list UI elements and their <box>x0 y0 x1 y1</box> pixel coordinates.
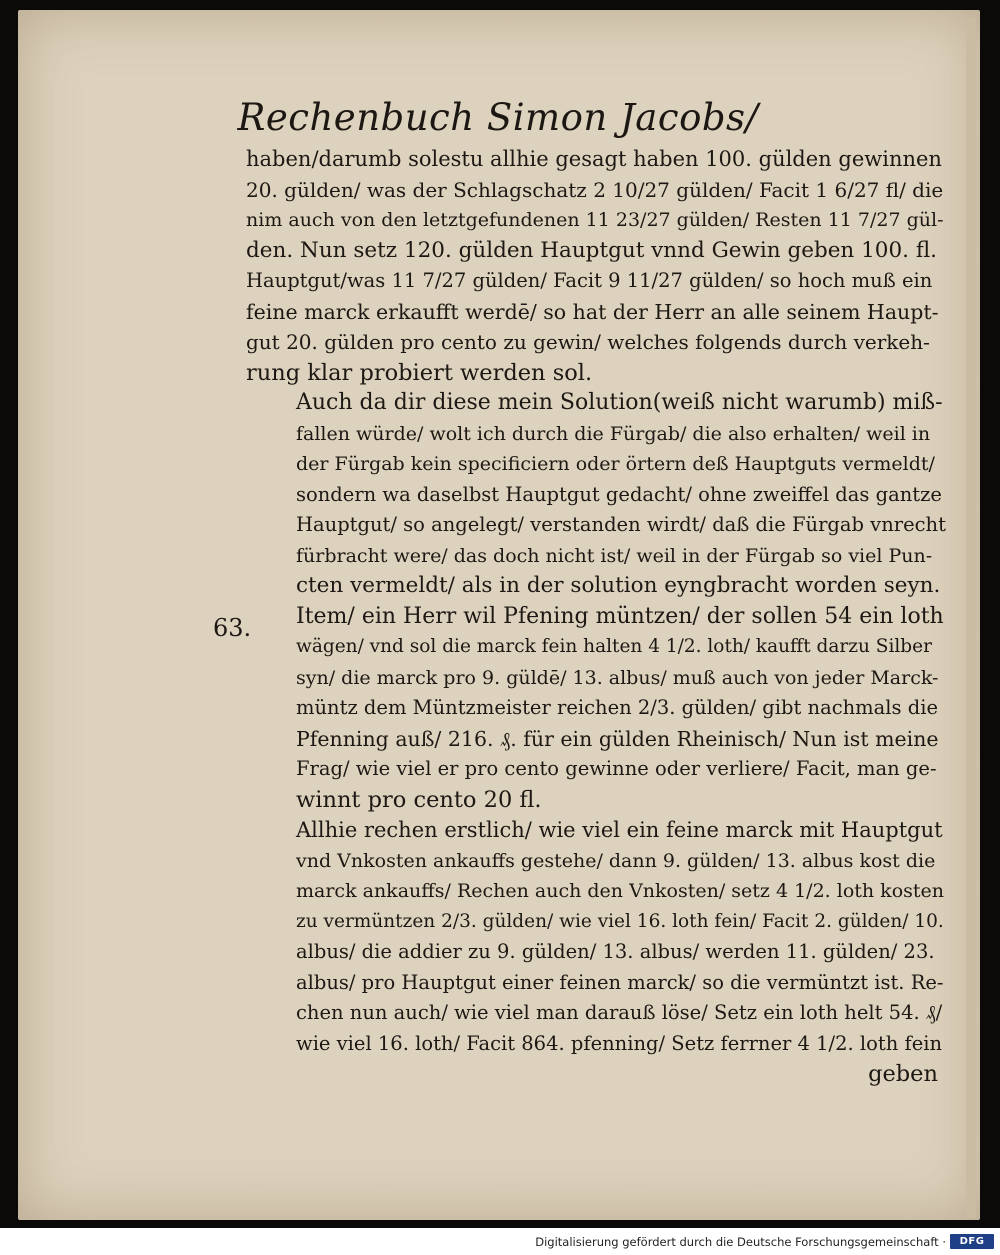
text-line: Pfenning auß/ 216. ₰. für ein gülden Rheinisch/ Nun ist meine <box>296 726 939 751</box>
text-line: wie viel 16. loth/ Facit 864. pfenning/ Setz ferrner 4 1/2. loth fein <box>296 1031 943 1055</box>
text-line: haben/darumb solestu allhie gesagt haben 100. gülden gewinnen <box>246 147 942 171</box>
text-line: den. Nun setz 120. gülden Hauptgut vnnd Gewin geben 100. fl. <box>246 237 937 263</box>
text-line: wägen/ vnd sol die marck fein halten 4 1/2. loth/ kaufft darzu Silber <box>296 636 932 657</box>
text-line: albus/ die addier zu 9. gülden/ 13. albus/ werden 11. gülden/ 23. <box>296 940 935 963</box>
page-edge <box>966 18 976 1218</box>
text-line: sondern wa daselbst Hauptgut gedacht/ ohne zweiffel das gantze <box>296 482 942 506</box>
running-head: Rechenbuch Simon Jacobs/ <box>237 96 759 139</box>
text-line: Auch da dir diese mein Solution(weiß nicht warumb) miß- <box>296 390 943 415</box>
text-block <box>246 144 946 1090</box>
paragraph <box>246 815 946 1059</box>
book-page <box>18 10 980 1220</box>
text-line: Allhie rechen erstlich/ wie viel ein feine marck mit Hauptgut <box>296 818 943 842</box>
text-line: albus/ pro Hauptgut einer feinen marck/ so die vermüntzt ist. Re- <box>296 970 944 994</box>
text-line: Frag/ wie viel er pro cento gewinne oder verliere/ Facit, man ge- <box>296 757 937 780</box>
text-line: rung klar probiert werden sol. <box>246 359 593 386</box>
text-line: der Fürgab kein specificiern oder örtern deß Hauptguts vermeldt/ <box>296 453 935 475</box>
margin-number: 63. <box>213 614 252 642</box>
text-line: fallen würde/ wolt ich durch die Fürgab/ die also erhalten/ weil in <box>296 422 931 445</box>
paragraph <box>246 388 946 602</box>
text-line: cten vermeldt/ als in der solution eyngbracht worden seyn. <box>296 573 941 598</box>
text-line: marck ankauffs/ Rechen auch den Vnkosten/ setz 4 1/2. loth kosten <box>296 880 944 902</box>
dfg-logo: DFG <box>950 1234 994 1249</box>
footer-bar <box>0 1228 1000 1255</box>
paragraph <box>246 144 946 388</box>
text-line: Hauptgut/ so angelegt/ verstanden wirdt/ daß die Fürgab vnrecht <box>296 513 946 536</box>
text-line: 20. gülden/ was der Schlagschatz 2 10/27 gülden/ Facit 1 6/27 fl/ die <box>246 177 944 202</box>
text-line: zu vermüntzen 2/3. gülden/ wie viel 16. loth fein/ Facit 2. gülden/ 10. <box>296 910 944 932</box>
text-line: feine marck erkaufft werdē/ so hat der Herr an alle seinem Haupt- <box>246 299 939 324</box>
text-line: gut 20. gülden pro cento zu gewin/ welches folgends durch verkeh- <box>246 330 930 354</box>
text-line: fürbracht were/ das doch nicht ist/ weil in der Fürgab so viel Pun- <box>296 544 933 567</box>
text-line: müntz dem Müntzmeister reichen 2/3. gülden/ gibt nachmals die <box>296 696 938 719</box>
catchword: geben <box>868 1061 938 1087</box>
funding-notice: Digitalisierung gefördert durch die Deutsche Forschungsgemeinschaft · <box>535 1235 946 1249</box>
text-line: chen nun auch/ wie viel man darauß löse/ Setz ein loth helt 54. ₰/ <box>296 1001 943 1024</box>
text-line: Item/ ein Herr wil Pfening müntzen/ der sollen 54 ein loth <box>296 603 944 629</box>
text-line: vnd Vnkosten ankauffs gestehe/ dann 9. gülden/ 13. albus kost die <box>296 849 936 872</box>
text-line: syn/ die marck pro 9. güldē/ 13. albus/ muß auch von jeder Marck- <box>296 666 939 689</box>
paragraph <box>246 602 946 816</box>
text-line: Hauptgut/was 11 7/27 gülden/ Facit 9 11/27 gülden/ so hoch muß ein <box>246 269 933 292</box>
text-line: winnt pro cento 20 fl. <box>296 786 542 813</box>
text-line: nim auch von den letztgefundenen 11 23/27 gülden/ Resten 11 7/27 gül- <box>246 209 944 231</box>
